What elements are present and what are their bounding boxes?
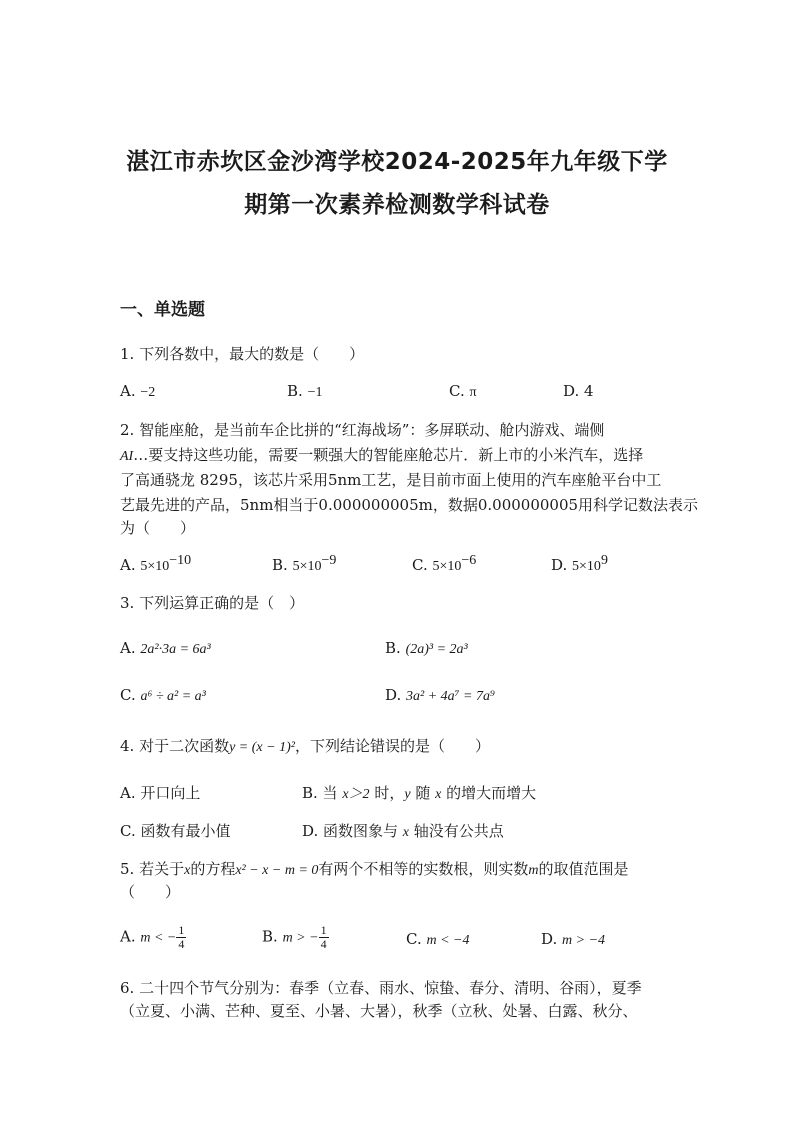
q5-option-c: C. m < −4 (406, 930, 470, 948)
q3-option-a: A. 2a²·3a = 6a³ (120, 639, 211, 657)
exam-title-line1: 湛江市赤坎区金沙湾学校2024-2025年九年级下学 (126, 149, 668, 175)
q4-option-b: B. 当 x＞2 时，y 随 x 的增大而增大 (302, 784, 537, 802)
q2-option-a: A. $5\times 10^{-10}$ (120, 553, 192, 574)
section-heading-single-choice: 一、单选题 (120, 300, 205, 320)
question-5-stem: 5. 若关于x的方程x² − x − m = 0有两个不相等的实数根，则实数m的取值范围是 (120, 860, 629, 878)
q1-option-b: B. −1 (287, 382, 323, 400)
question-2-line3: 了高通骁龙 8295，该芯片采用5nm工艺，是目前市面上使用的汽车座舱平台中工 (120, 471, 662, 489)
q2-option-c: C. $5\times 10^{-6}$ (412, 553, 477, 574)
q4-option-a: A. 开口向上 (120, 784, 201, 802)
q5-option-b: B. m > − $\frac{1}{4}$ (262, 923, 327, 951)
q1-option-c: C. π (449, 382, 477, 400)
fraction-one-quarter: $\frac{1}{4}$ (178, 923, 185, 951)
question-6-line2: （立夏、小满、芒种、夏至、小暑、大暑），秋季（立秋、处暑、白露、秋分、 (120, 1002, 638, 1020)
q2-option-d: D. $5\times 10^9$ (551, 553, 608, 574)
q5-option-d: D. m > −4 (541, 930, 606, 948)
question-2-line5: 为（ ） (120, 519, 196, 537)
question-4-stem: 4. 对于二次函数y = (x − 1)²，下列结论错误的是（ ） (120, 737, 490, 755)
q3-option-c: C. a⁶ ÷ a² = a³ (120, 686, 206, 704)
q2-option-b: B. $5\times 10^{-9}$ (272, 553, 337, 574)
question-2-line4: 艺最先进的产品，5nm相当于0.000000005m，数据0.000000005用科学记数法表示 (120, 496, 699, 514)
q5-option-a: A. m < − $\frac{1}{4}$ (120, 923, 185, 951)
q4-function: y = (x − 1)² (229, 740, 295, 755)
q5-equation: x² − x − m = 0 (235, 863, 319, 878)
fraction-one-quarter: $\frac{1}{4}$ (320, 923, 327, 951)
question-3-stem: 3. 下列运算正确的是（ ） (120, 594, 305, 612)
question-2-line2: AI…要支持这些功能，需要一颗强大的智能座舱芯片．新上市的小米汽车，选择 (120, 446, 644, 464)
q3-option-d: D. 3a² + 4a⁷ = 7a⁹ (385, 686, 495, 704)
q4-option-d: D. 函数图象与 x 轴没有公共点 (302, 822, 504, 840)
question-6-line1: 6. 二十四个节气分别为：春季（立春、雨水、惊蛰、春分、清明、谷雨），夏季 (120, 979, 642, 997)
q4-option-c: C. 函数有最小值 (120, 822, 231, 840)
question-2-line1: 2. 智能座舱，是当前车企比拼的“红海战场”：多屏联动、舱内游戏、端侧 (120, 421, 605, 439)
question-1-stem: 1. 下列各数中，最大的数是（ ） (120, 345, 365, 363)
q1-option-d: D. 4 (563, 382, 594, 400)
q1-option-a: A. −2 (120, 382, 156, 400)
exam-title-line2: 期第一次素养检测数学科试卷 (244, 192, 550, 218)
question-5-line2: （ ） (120, 883, 181, 901)
q3-option-b: B. (2a)³ = 2a³ (385, 639, 468, 657)
